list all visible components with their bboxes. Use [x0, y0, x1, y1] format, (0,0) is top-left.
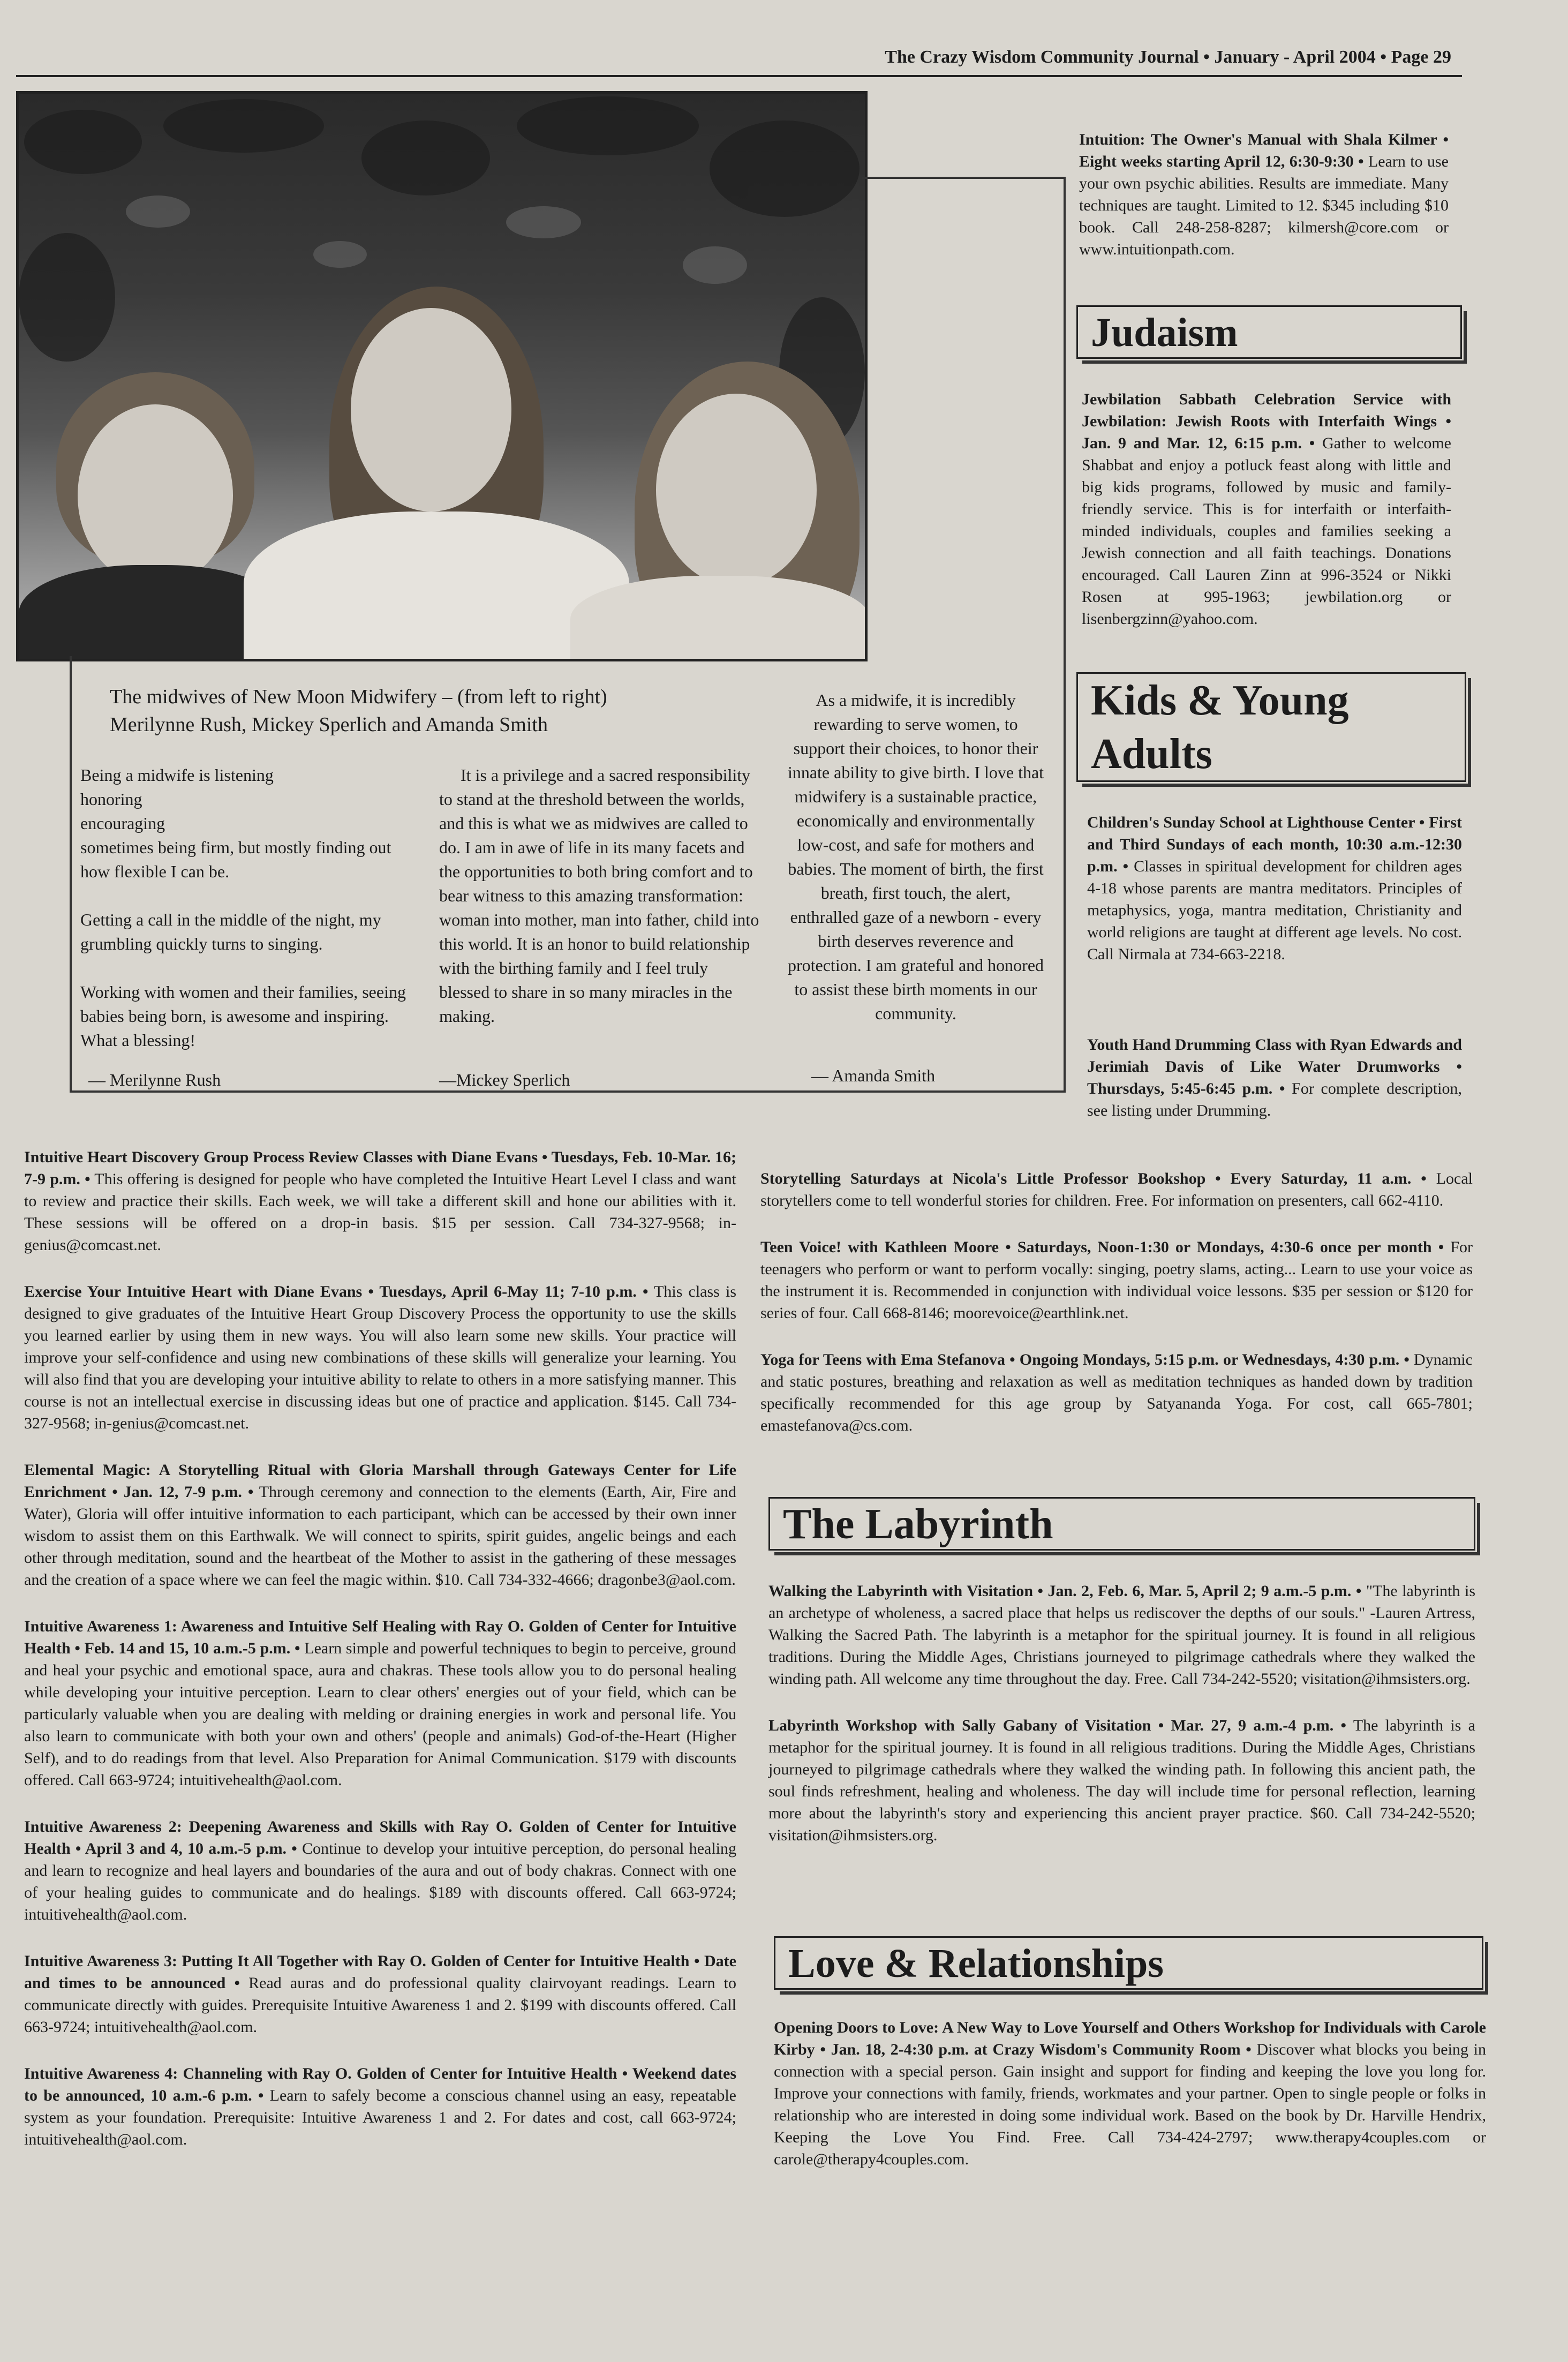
- feature-frame-right: [1064, 177, 1066, 659]
- quote-1-signature: — Merilynne Rush: [88, 1070, 221, 1089]
- event-title: Children's Sunday School at Lighthouse Center • First and Third Sundays of each month, 10:30 a.m.-12:30 p.m. •: [1087, 814, 1462, 875]
- labyrinth-events-column: [768, 1580, 1475, 1846]
- section-head-labyrinth: The Labyrinth: [768, 1497, 1475, 1551]
- caption-line-2: Merilynne Rush, Mickey Sperlich and Amanda Smith: [110, 713, 548, 736]
- event-storytelling-saturdays: Storytelling Saturdays at Nicola's Little Professor Bookshop • Every Saturday, 11 a.m. • Local storytellers come to tell wonderful stories for children. Free. For information on presenters, call 662-4110.: [760, 1170, 1473, 1209]
- quote-amanda: [787, 688, 1044, 1050]
- event-intuitive-awareness-3: Intuitive Awareness 3: Putting It All Together with Ray O. Golden of Center for Intuitive Health • Date and times to be announced • Read auras and do professional quality clairvoyant readings. Learn to communicate directly with guides. Prerequisite Intuitive Awareness 1 and 2. $199 with discounts offered. Call 663-9724; intuitivehealth@aol.com.: [24, 1952, 736, 2036]
- event-walking-labyrinth: Walking the Labyrinth with Visitation • Jan. 2, Feb. 6, Mar. 5, April 2; 9 a.m.-5 p.m. • "The labyrinth is an archetype of wholeness, a sacred place that helps us rediscover the depths of our souls." -Lauren Artress, Walking the Sacred Path. The labyrinth is a metaphor for the spiritual journey. It is found in all religious traditions. During the Middle Ages, Christians journeyed to pilgrimage cathedrals where they walked the winding path. All welcome any time throughout the day. Free. Call 734-242-5520; visitation@ihmsisters.org.: [768, 1582, 1475, 1688]
- event-title: Intuition: The Owner's Manual with Shala Kilmer • Eight weeks starting April 12, 6:30-9:30 •: [1079, 131, 1449, 170]
- event-heart-discovery-review: Intuitive Heart Discovery Group Process Review Classes with Diane Evans • Tuesdays, Feb. 10-Mar. 16; 7-9 p.m. • This offering is designed for people who have completed the Intuitive Heart Level I class and want to review and practice their skills. Each week, we will take a different skill and hone our abilities with it. These sessions will be offered on a drop-in basis. $15 per session. Call 734-327-9568; in-genius@comcast.net.: [24, 1148, 736, 1254]
- page-header: [16, 43, 1462, 77]
- event-body: For complete description, see listing under Drumming.: [1087, 1080, 1462, 1119]
- event-body: Classes in spiritual development for children ages 4-18 whose parents are mantra meditators. Principles of metaphysics, yoga, mantra meditation, Christianity and world religions are taught at different age levels. No cost. Call Nirmala at 734-663-2218.: [1087, 857, 1462, 963]
- event-intuitive-awareness-4: Intuitive Awareness 4: Channeling with Ray O. Golden of Center for Intuitive Health • Weekend dates to be announced, 10 a.m.-6 p.m. • Learn to safely become a conscious channel using an easy, repeatable system as your foundation. Prerequisite: Intuitive Awareness 1 and 2. For dates and cost, call 663-9724; intuitivehealth@aol.com.: [24, 2065, 736, 2148]
- event-teen-voice: Teen Voice! with Kathleen Moore • Saturdays, Noon-1:30 or Mondays, 4:30-6 once per month • For teenagers who perform or want to perform vocally: singing, poetry slams, acting... Learn to use your voice as the instrument it is. Recommended in conjunction with individual voice lessons. $35 per session or $120 for series of four. Call 668-8146; moorevoice@earthlink.net.: [760, 1238, 1473, 1322]
- quote-merilynne: [80, 763, 423, 1077]
- event-title: Jewbilation Sabbath Celebration Service with Jewbilation: Jewish Roots with Interfaith Wings • Jan. 9 and Mar. 12, 6:15 p.m. •: [1082, 390, 1451, 452]
- quote-2-signature: —Mickey Sperlich: [439, 1070, 570, 1089]
- event-labyrinth-workshop: Labyrinth Workshop with Sally Gabany of Visitation • Mar. 27, 9 a.m.-4 p.m. • The labyrinth is a metaphor for the spiritual journey. It is found in all religious traditions. During the Middle Ages, Christians journeyed to pilgrimage cathedrals where they walked the winding path. In following this ancient path, the soul finds refreshment, healing and wholeness. The day will include time for personal reflection, learning more about the labyrinth's story and experiencing this ancient prayer practice. $60. Call 734-242-5520; visitation@ihmsisters.org.: [768, 1717, 1475, 1844]
- midwives-photo: [16, 91, 868, 661]
- event-intuitive-awareness-1: Intuitive Awareness 1: Awareness and Intuitive Self Healing with Ray O. Golden of Center for Intuitive Health • Feb. 14 and 15, 10 a.m.-5 p.m. • Learn simple and powerful techniques to begin to perceive, ground and heal your psychic and emotional space, aura and chakras. These tools allow you to do personal healing while developing your intuitive perception. Learn to clear others' energies out of your field, which can be particularly valuable when you are dealing with melding or draining energies in work and personal life. You also learn to communicate with both your own and others' (people and animals) God-of-the-Heart (Higher Self), and to do readings from that level. Also Preparation for Animal Communication. $179 with discounts offered. Call 663-9724; intuitivehealth@aol.com.: [24, 1618, 737, 1789]
- event-title: Youth Hand Drumming Class with Ryan Edwards and Jerimiah Davis of Like Water Drumworks • Thursdays, 5:45-6:45 p.m. •: [1087, 1036, 1462, 1097]
- event-jewbilation: [1082, 388, 1451, 630]
- teen-events-column: [760, 1168, 1473, 1436]
- header-text: The Crazy Wisdom Community Journal • January - April 2004 • Page 29: [885, 47, 1451, 67]
- quote-1-p3: Working with women and their families, seeing babies being born, is awesome and inspiring. What a blessing!: [80, 982, 406, 1050]
- event-intuition-owners-manual: [1079, 129, 1449, 260]
- feature-frame-top: [862, 177, 1066, 179]
- event-body: Learn to use your own psychic abilities. Results are immediate. Many techniques are taught. Limited to 12. $345 including $10 book. Call 248-258-8287; kilmersh@core.com or www.intuitionpath.com.: [1079, 153, 1449, 258]
- caption-line-1: The midwives of New Moon Midwifery – (from left to right): [110, 686, 607, 708]
- quote-1-p2: Getting a call in the middle of the night, my grumbling quickly turns to singing.: [80, 910, 381, 953]
- section-head-love-relationships: Love & Relationships: [774, 1936, 1483, 1990]
- photo-caption: [110, 683, 752, 739]
- woman-right-shirt: [570, 576, 868, 661]
- quote-3-signature: — Amanda Smith: [811, 1066, 936, 1085]
- event-opening-doors-to-love: Opening Doors to Love: A New Way to Love Yourself and Others Workshop for Individuals with Carole Kirby • Jan. 18, 2-4:30 p.m. at Crazy Wisdom's Community Room • Discover what blocks you being in connection with a special person. Gain insight and support for finding and keeping the love you long for. Improve your connections with family, friends, workmates and your partner. Open to single people or folks in relationship who are interested in doing some individual work. Based on the book by Dr. Harville Hendrix, Keeping the Love You Find. Free. Call 734-424-2797; www.therapy4couples.com or carole@therapy4couples.com.: [774, 2019, 1486, 2168]
- quote-2-p1: It is a privilege and a sacred responsibility to stand at the threshold between the worlds, and this is what we as midwives are called to do. I am in awe of life in its many facets and the opportunities to both bring comfort and to bear witness to this amazing transformation: woman into mother, man into father, child into this world. It is an honor to build relationship with the birthing family and I feel truly blessed to share in so many miracles in the making.: [439, 765, 759, 1026]
- event-elemental-magic: Elemental Magic: A Storytelling Ritual with Gloria Marshall through Gateways Center for Life Enrichment • Jan. 12, 7-9 p.m. • Through ceremony and connection to the elements (Earth, Air, Fire and Water), Gloria will offer intuitive information to each participant, which can be accessed by their own inner wisdom to assist them on this Earthwalk. We will connect to spirits, spirit guides, angelic beings and each other through meditation, sound and the heartbeat of the Mother to assist in the gathering of these messages and the creation of a space where we can feel the magic within. $10. Call 734-332-4666; dragonbe3@aol.com.: [24, 1461, 736, 1589]
- event-childrens-sunday-school: [1087, 811, 1462, 965]
- event-intuitive-awareness-2: Intuitive Awareness 2: Deepening Awareness and Skills with Ray O. Golden of Center for Intuitive Health • April 3 and 4, 10 a.m.-5 p.m. • Continue to develop your intuitive perception, do personal healing and learn to recognize and heal layers and boundaries of the aura and out of body chakras. Connect with one of your healing guides to communicate and do healings. $189 with discounts offered. Call 663-9724; intuitivehealth@aol.com.: [24, 1818, 736, 1923]
- woman-right-face: [656, 394, 817, 586]
- quote-1-p1: Being a midwife is listening honoring encouraging sometimes being firm, but mostly finding out how flexible I can be.: [80, 765, 391, 881]
- love-events-column: [774, 2017, 1486, 2170]
- quote-mickey: [439, 763, 760, 1052]
- woman-middle-face: [351, 308, 511, 511]
- event-body: Gather to welcome Shabbat and enjoy a potluck feast along with little and big kids programs, followed by music and family-friendly service. This is for interfaith or interfaith-minded individuals, couples and families seeking a Jewish connection and all faith teachings. Donations encouraged. Call Lauren Zinn at 996-3524 or Nikki Rosen at 995-1963; jewbilation.org or lisenbergzinn@yahoo.com.: [1082, 434, 1451, 628]
- quote-3-p1: As a midwife, it is incredibly rewarding to serve women, to support their choices, to honor their innate ability to give birth. I love that midwifery is a sustainable practice, economically and environmentally low-cost, and safe for mothers and babies. The moment of birth, the first breath, first touch, the alert, enthralled gaze of a newborn - every birth deserves reverence and protection. I am grateful and honored to assist these birth moments in our community.: [787, 690, 1044, 1023]
- left-events-column: [24, 1146, 736, 2150]
- section-head-judaism: Judaism: [1076, 305, 1462, 359]
- section-head-kids-young-adults: Kids & Young Adults: [1076, 672, 1466, 782]
- event-youth-hand-drumming: [1087, 1034, 1462, 1122]
- event-exercise-intuitive-heart: Exercise Your Intuitive Heart with Diane Evans • Tuesdays, April 6-May 11; 7-10 p.m. • This class is designed to give graduates of the Intuitive Heart Group Discovery Process the opportunity to use the skills you learned earlier by using them in new ways. You will also learn some new skills. Your practice will improve your self-confidence and using new combinations of these skills will generalize your learning. You will also find that you are developing your intuitive ability to relate to others in a more satisfying manner. This course is not an intellectual exercise in discussing ideas but one of practice and application. $145. Call 734-327-9568; in-genius@comcast.net.: [24, 1283, 736, 1432]
- woman-left-face: [78, 404, 233, 586]
- event-yoga-for-teens: Yoga for Teens with Ema Stefanova • Ongoing Mondays, 5:15 p.m. or Wednesdays, 4:30 p.m. • Dynamic and static postures, breathing and relaxation as well as meditation techniques as handed down by tradition specifically recommended for this age group by Satyananda Yoga. For cost, call 665-7801; emastefanova@cs.com.: [760, 1351, 1473, 1434]
